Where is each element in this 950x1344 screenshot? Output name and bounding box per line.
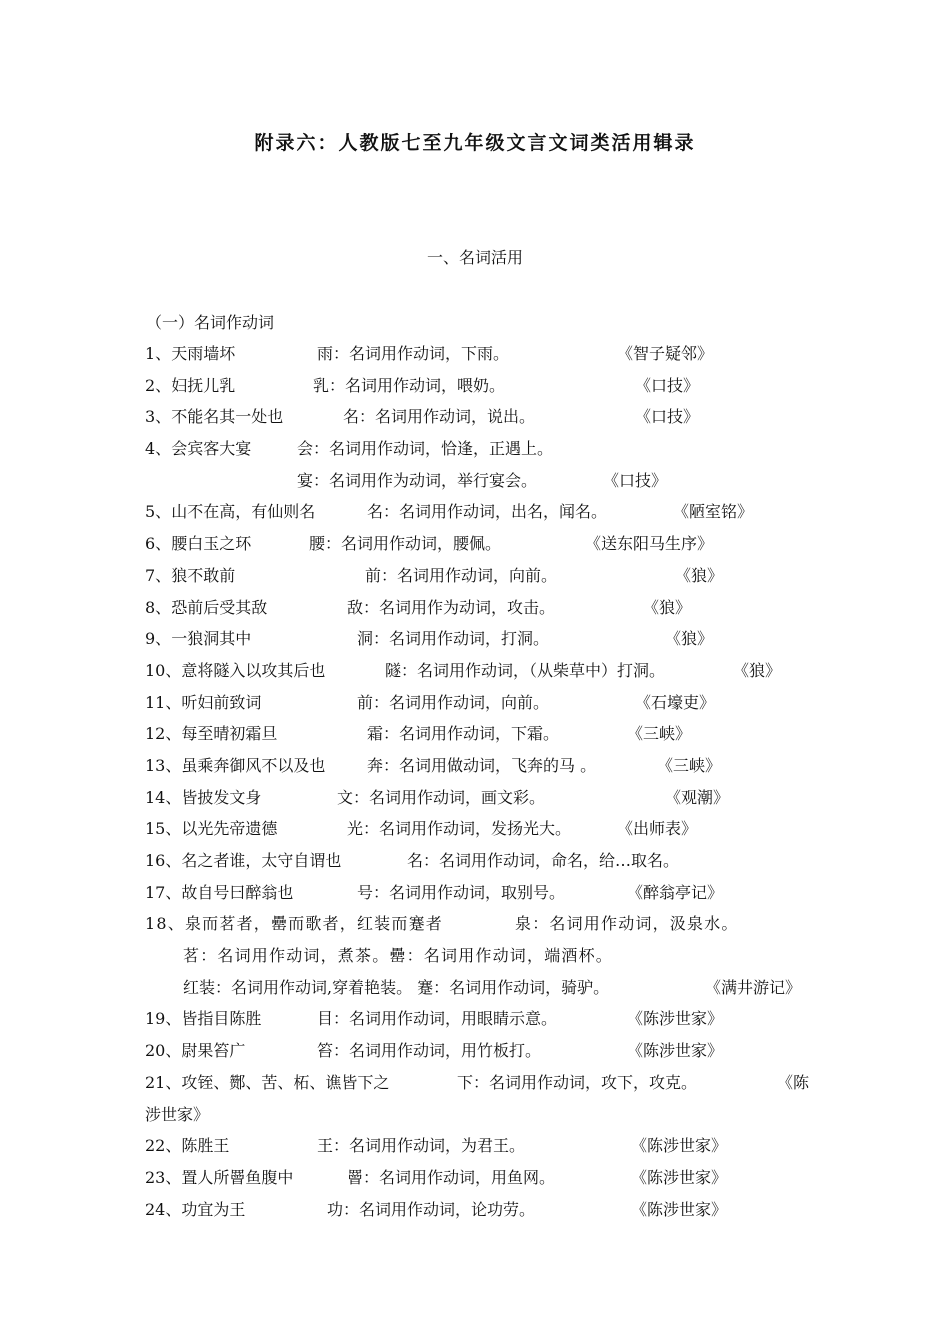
entry-explanation: 隧：名词用作动词，（从柴草中）打洞。 [385,660,666,680]
entry-explanation: 王：名词用作动词，为君王。 [317,1136,526,1156]
entry-line [145,623,825,655]
entry-source: 《陈涉世家》 [627,1009,724,1029]
entry-explanation: 腰：名词用作动词，腰佩。 [309,534,502,554]
entry-explanation: 光：名词用作动词，发扬光大。 [347,819,572,839]
page-title: 附录六：人教版七至九年级文言文词类活用辑录 [254,132,696,154]
entry-text: 4、会宾客大宴 [145,439,252,459]
entry-source: 《狼》 [643,597,692,617]
entry-text: 5、山不在高，有仙则名 [145,502,316,522]
entry-source: 《口技》 [635,375,700,395]
entry-source: 《陋室铭》 [673,502,754,522]
entry-explanation: 罾：名词用作动词，用鱼网。 [347,1167,556,1187]
entry-text: 21、攻铚、酂、苦、柘、谯皆下之 [145,1072,390,1092]
entry-explanation: 号：名词用作动词，取别号。 [357,882,566,902]
entry-text: 24、功宜为王 [145,1199,246,1219]
entry-source: 《狼》 [733,660,782,680]
entry-text: 9、一狼洞其中 [145,629,252,649]
entry-explanation: 雨：名词用作动词，下雨。 [317,344,510,363]
entry-text: 2、妇抚儿乳 [145,375,236,395]
entry-source: 《智子疑邻》 [617,344,714,363]
entry-source: 《陈涉世家》 [631,1167,728,1187]
entry-explanation: 茗：名词用作动词，煮茶。罍：名词用作动词，端酒杯。 [183,946,614,966]
entry-source: 《口技》 [635,407,700,427]
entry-text: 1、天雨墙坏 [145,344,236,363]
entry-source: 《陈 [777,1072,810,1092]
entry-line [145,528,825,560]
entry-line [145,718,825,750]
subsection-heading: （一）名词作动词 [146,313,275,332]
entry-text: 23、置人所罾鱼腹中 [145,1167,294,1187]
entry-text: 11、听妇前致词 [145,692,262,712]
entry-explanation: 前：名词用作动词，向前。 [357,692,550,712]
entry-text: 12、每至晴初霜旦 [145,724,278,744]
entry-text: 13、虽乘奔御风不以及也 [145,755,326,775]
entry-explanation: 宴：名词用作为动词，举行宴会。 [297,470,538,490]
entry-line [145,1067,825,1099]
entry-text: 19、皆指目陈胜 [145,1009,262,1029]
entry-explanation: 会：名词用作动词，恰逢，正遇上。 [297,439,554,459]
entry-explanation: 乳：名词用作动词，喂奶。 [313,375,506,395]
entry-line [145,465,825,497]
entry-explanation: 名：名词用作动词，出名，闻名。 [367,502,608,522]
entry-line [145,908,825,940]
entry-line [145,750,825,782]
entry-line [145,401,825,433]
entry-explanation: 下：名词用作动词，攻下，攻克。 [457,1072,698,1092]
entry-line [145,1162,825,1194]
entry-source: 《狼》 [675,565,724,585]
entry-source: 《醉翁亭记》 [627,882,724,902]
entry-line [145,845,825,877]
entry-source: 《陈涉世家》 [631,1199,728,1219]
entry-line [145,972,825,1004]
entry-explanation: 目：名词用作动词，用眼睛示意。 [317,1009,558,1029]
entry-line [145,338,825,370]
entry-explanation: 敌：名词用作为动词，攻击。 [347,597,556,617]
entry-text: 8、恐前后受其敌 [145,597,268,617]
entry-line [145,940,825,972]
entry-explanation: 泉：名词用作动词，汲泉水。 [515,914,739,934]
entry-text: 18、泉而茗者，罍而歌者，红装而蹇者 [145,914,443,934]
entry-source: 《满井游记》 [705,977,802,997]
entry-line [145,592,825,624]
entry-line [145,1130,825,1162]
entry-explanation: 洞：名词用作动词，打洞。 [357,629,550,649]
entry-source: 《三峡》 [627,724,692,744]
entry-explanation: 笞：名词用作动词，用竹板打。 [317,1041,542,1061]
entry-line [145,782,825,814]
entry-explanation: 红装：名词用作动词,穿着艳装。 蹇：名词用作动词，骑驴。 [183,977,610,997]
entry-source: 《送东阳马生序》 [585,534,714,554]
entry-text: 22、陈胜王 [145,1136,230,1156]
entry-text: 3、不能名其一处也 [145,407,284,427]
entry-explanation: 文：名词用作动词，画文彩。 [337,787,546,807]
entry-source: 《石壕吏》 [635,692,716,712]
entry-source: 《狼》 [665,629,714,649]
entry-explanation: 前：名词用作动词，向前。 [365,565,558,585]
entry-text: 20、尉果笞广 [145,1041,246,1061]
entry-source: 《观潮》 [665,787,730,807]
entry-line [145,560,825,592]
entry-line [145,370,825,402]
entry-line [145,813,825,845]
entry-line [145,1099,825,1131]
entry-line [145,877,825,909]
entry-line [145,687,825,719]
entry-text: 10、意将隧入以攻其后也 [145,660,326,680]
entry-text: 16、名之者谁，太守自谓也 [145,851,342,870]
entry-line [145,1035,825,1067]
entry-line [145,1194,825,1226]
entry-explanation: 名：名词用作动词，命名，给…取名。 [407,851,680,870]
entry-text: 14、皆披发文身 [145,787,262,807]
entry-line [145,496,825,528]
entry-line [145,433,825,465]
entry-explanation: 霜：名词用作动词，下霜。 [367,724,560,744]
entry-text: 17、故自号曰醉翁也 [145,882,294,902]
entry-explanation: 名：名词用作动词，说出。 [343,407,536,427]
entry-explanation: 功：名词用作动词，论功劳。 [327,1199,536,1219]
entry-text: 6、腰白玉之环 [145,534,252,554]
entry-line [145,1003,825,1035]
entry-source: 《三峡》 [657,755,722,775]
entry-text: 7、狼不敢前 [145,565,236,585]
entry-explanation: 奔：名词用做动词，飞奔的马 。 [367,755,597,775]
entry-line [145,655,825,687]
entry-source: 《陈涉世家》 [627,1041,724,1061]
entry-source: 《出师表》 [617,819,698,839]
entry-source: 《陈涉世家》 [631,1136,728,1156]
entry-text: 15、以光先帝遗德 [145,819,278,839]
entry-source: 《口技》 [603,470,668,490]
section-heading: 一、名词活用 [426,248,523,267]
entry-text: 涉世家》 [145,1104,210,1124]
entry-list [145,338,825,1225]
